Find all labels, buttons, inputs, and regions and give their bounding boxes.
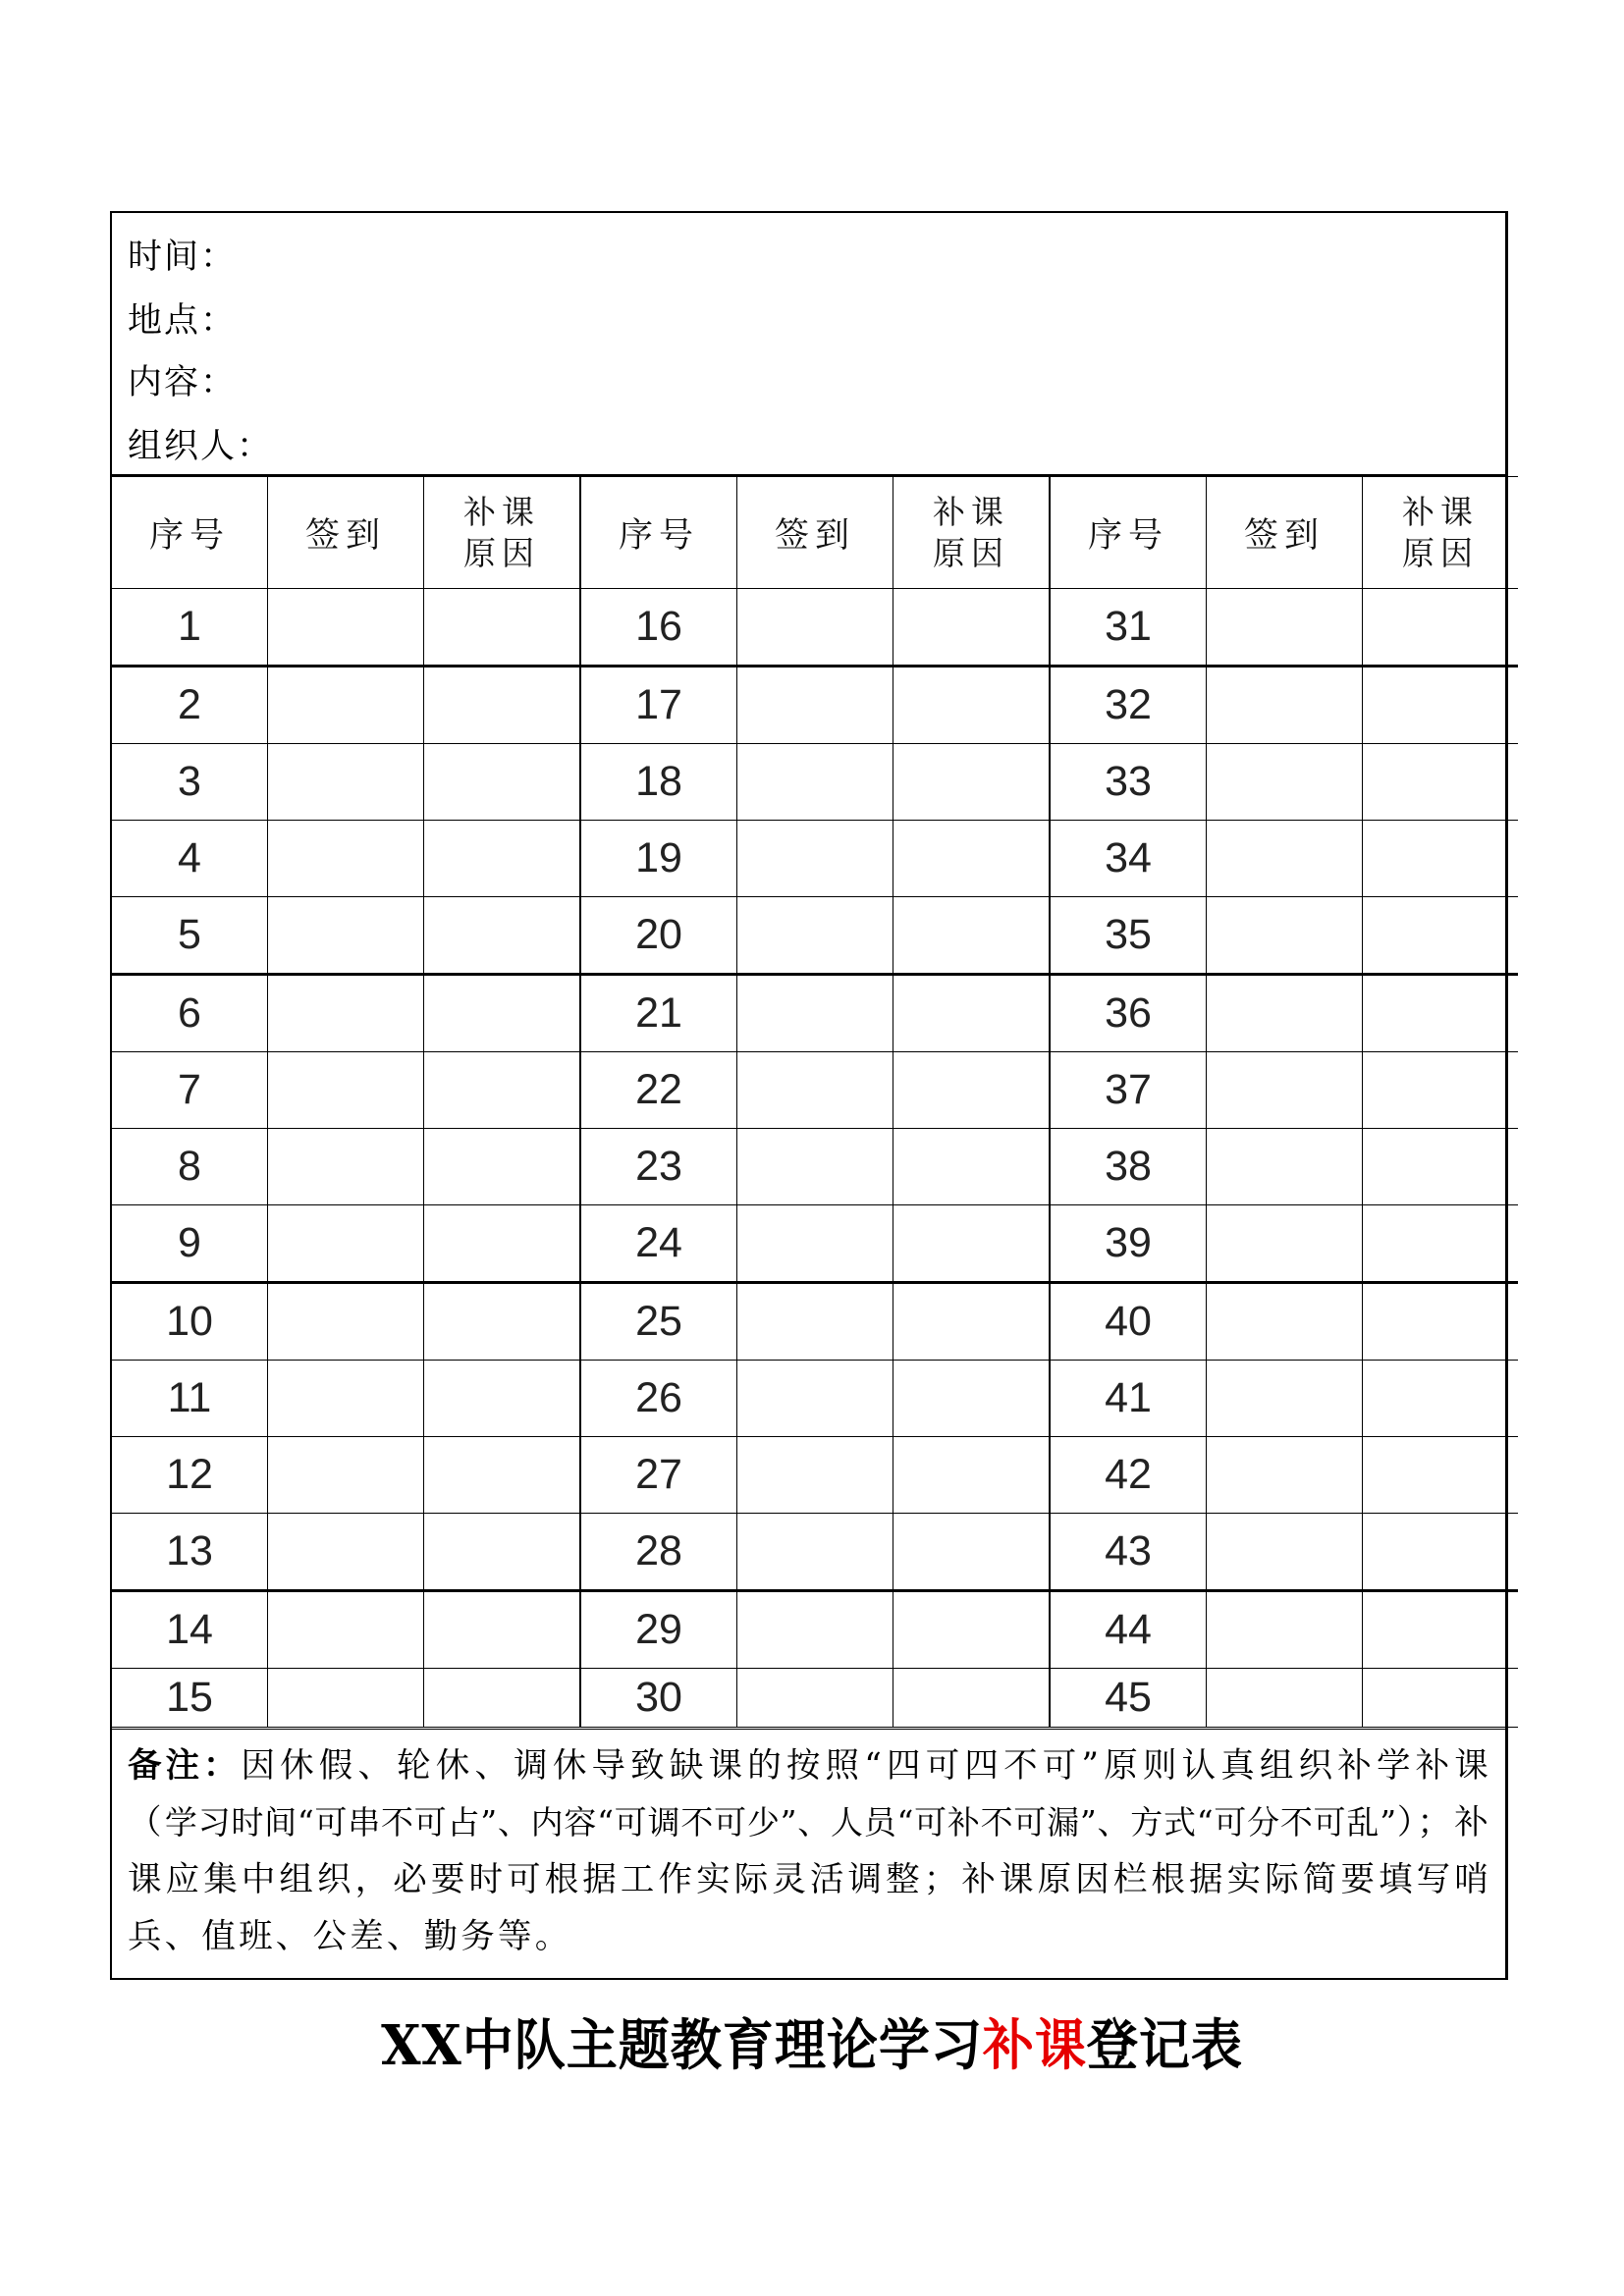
sign-cell[interactable] [268,589,424,667]
reason-cell[interactable] [1363,1052,1519,1129]
sign-cell[interactable] [268,1514,424,1591]
sign-cell[interactable] [1207,1591,1363,1669]
sign-cell[interactable] [737,1205,893,1283]
reason-cell[interactable] [1363,1205,1519,1283]
reason-cell[interactable] [893,975,1051,1052]
sign-cell[interactable] [268,1437,424,1514]
reason-cell[interactable] [1363,821,1519,897]
seq-cell: 3 [112,744,268,821]
reason-cell[interactable] [893,589,1051,667]
seq-cell: 24 [580,1205,737,1283]
sign-cell[interactable] [1207,1437,1363,1514]
seq-cell: 13 [112,1514,268,1591]
reason-cell[interactable] [424,667,581,744]
reason-cell[interactable] [424,1129,581,1205]
reason-cell[interactable] [893,1437,1051,1514]
header-sign: 签到 [737,477,893,589]
header-reason [893,477,1051,589]
sign-cell[interactable] [1207,667,1363,744]
sign-cell[interactable] [1207,1669,1363,1728]
header-reason-line2: 原因 [1402,533,1479,572]
seq-cell: 15 [112,1669,268,1728]
seq-cell: 17 [580,667,737,744]
notes-text-2: 学习时间“可串不可占”、内容“可调不可少”、人员“可补不可漏”、方式“可分不可乱” [164,1803,1397,1842]
sign-cell[interactable] [737,1591,893,1669]
sign-cell[interactable] [268,897,424,975]
reason-cell[interactable] [893,744,1051,821]
seq-cell: 37 [1050,1052,1207,1129]
reason-cell[interactable] [424,1669,581,1728]
sign-cell[interactable] [1207,821,1363,897]
notes-text-1: 因休假、轮休、调休导致缺课的按照“四可四不可”原则认真组织补学补课（ [128,1746,1492,1842]
place-label: 地点： [128,301,238,341]
reason-cell[interactable] [1363,1437,1519,1514]
reason-cell[interactable] [893,667,1051,744]
seq-cell: 8 [112,1129,268,1205]
place-field[interactable] [128,296,237,346]
reason-cell[interactable] [1363,1361,1519,1437]
reason-cell[interactable] [893,1591,1051,1669]
reason-cell[interactable] [424,821,581,897]
reason-cell[interactable] [893,1514,1051,1591]
reason-cell[interactable] [893,1052,1051,1129]
table-row [112,1205,1518,1283]
sign-cell[interactable] [268,1591,424,1669]
sign-cell[interactable] [268,744,424,821]
seq-cell: 4 [112,821,268,897]
reason-cell[interactable] [1363,975,1519,1052]
sign-cell[interactable] [737,897,893,975]
seq-cell: 40 [1050,1283,1207,1361]
reason-cell[interactable] [424,744,581,821]
reason-cell[interactable] [1363,1591,1519,1669]
table-row [112,821,1518,897]
reason-cell[interactable] [1363,1514,1519,1591]
table-row [112,1052,1518,1129]
seq-cell: 29 [580,1591,737,1669]
sign-cell[interactable] [737,1283,893,1361]
table-row [112,1669,1518,1728]
content-field[interactable] [128,358,237,407]
reason-cell[interactable] [1363,1129,1519,1205]
seq-cell: 31 [1050,589,1207,667]
title-suffix: 登记表 [1086,2013,1243,2078]
reason-cell[interactable] [893,1129,1051,1205]
seq-cell: 1 [112,589,268,667]
sign-cell[interactable] [1207,744,1363,821]
seq-cell: 21 [580,975,737,1052]
reason-cell[interactable] [424,1437,581,1514]
table-row [112,1514,1518,1591]
seq-cell: 36 [1050,975,1207,1052]
sign-cell[interactable] [268,1283,424,1361]
reason-cell[interactable] [893,1205,1051,1283]
seq-cell: 5 [112,897,268,975]
header-reason-line2: 原因 [463,533,540,572]
notes-section [112,1729,1505,1980]
reason-cell[interactable] [424,1052,581,1129]
notes-text-3: ）；补课应集中组织，必要时可根据工作实际灵活调整；补课原因栏根据实际简要填写哨兵、值班、公差、勤务等。 [128,1803,1491,1956]
reason-cell[interactable] [893,821,1051,897]
sign-cell[interactable] [737,975,893,1052]
time-label: 时间： [128,238,238,277]
table-row [112,1129,1518,1205]
sign-cell[interactable] [268,667,424,744]
header-seq: 序号 [1050,477,1207,589]
reason-cell[interactable] [1363,1669,1519,1728]
seq-cell: 45 [1050,1669,1207,1728]
sign-cell[interactable] [737,667,893,744]
reason-cell[interactable] [1363,897,1519,975]
seq-cell: 20 [580,897,737,975]
seq-cell: 7 [112,1052,268,1129]
sign-cell[interactable] [737,1052,893,1129]
sign-cell[interactable] [1207,1205,1363,1283]
reason-cell[interactable] [1363,1283,1519,1361]
header-seq: 序号 [580,477,737,589]
seq-cell: 41 [1050,1361,1207,1437]
seq-cell: 33 [1050,744,1207,821]
reason-cell[interactable] [1363,744,1519,821]
reason-cell[interactable] [424,975,581,1052]
reason-cell[interactable] [424,1514,581,1591]
header-reason-line1: 补课 [463,492,540,531]
session-info [112,213,1505,476]
sign-cell[interactable] [737,744,893,821]
reason-cell[interactable] [424,1205,581,1283]
seq-cell: 23 [580,1129,737,1205]
sign-cell[interactable] [1207,1514,1363,1591]
sign-cell[interactable] [268,1129,424,1205]
seq-cell: 35 [1050,897,1207,975]
registration-form [110,211,1508,1980]
reason-cell[interactable] [893,1361,1051,1437]
sign-cell[interactable] [1207,1283,1363,1361]
sign-cell[interactable] [268,1669,424,1728]
seq-cell: 44 [1050,1591,1207,1669]
seq-cell: 16 [580,589,737,667]
reason-cell[interactable] [893,1669,1051,1728]
header-seq: 序号 [112,477,268,589]
sign-cell[interactable] [737,1129,893,1205]
seq-cell: 6 [112,975,268,1052]
sign-cell[interactable] [1207,1361,1363,1437]
seq-cell: 19 [580,821,737,897]
organizer-field[interactable] [128,422,273,471]
title-prefix: XX中队主题教育理论学习 [381,2013,983,2078]
sign-cell[interactable] [737,1669,893,1728]
seq-cell: 14 [112,1591,268,1669]
sign-cell[interactable] [268,821,424,897]
reason-cell[interactable] [424,1283,581,1361]
header-sign: 签到 [268,477,424,589]
seq-cell: 34 [1050,821,1207,897]
table-row [112,975,1518,1052]
seq-cell: 25 [580,1283,737,1361]
reason-cell[interactable] [1363,667,1519,744]
sign-cell[interactable] [268,975,424,1052]
header-row [112,477,1518,589]
table-row [112,1437,1518,1514]
seq-cell: 10 [112,1283,268,1361]
header-reason-line2: 原因 [933,533,1009,572]
seq-cell: 12 [112,1437,268,1514]
organizer-label: 组织人： [128,427,274,466]
time-field[interactable] [128,233,237,282]
content-label: 内容： [128,363,238,402]
seq-cell: 22 [580,1052,737,1129]
sign-cell[interactable] [737,589,893,667]
seq-cell: 32 [1050,667,1207,744]
reason-cell[interactable] [424,1591,581,1669]
seq-cell: 38 [1050,1129,1207,1205]
header-reason-line1: 补课 [1402,492,1479,531]
seq-cell: 43 [1050,1514,1207,1591]
sign-cell[interactable] [268,1361,424,1437]
header-reason [424,477,581,589]
table-row [112,744,1518,821]
reason-cell[interactable] [424,1361,581,1437]
reason-cell[interactable] [424,897,581,975]
table-row [112,667,1518,744]
sign-cell[interactable] [1207,897,1363,975]
table-row [112,1283,1518,1361]
sign-cell[interactable] [1207,1129,1363,1205]
header-reason [1363,477,1519,589]
seq-cell: 42 [1050,1437,1207,1514]
table-row [112,589,1518,667]
reason-cell[interactable] [893,897,1051,975]
sign-cell[interactable] [737,1361,893,1437]
seq-cell: 30 [580,1669,737,1728]
header-reason-line1: 补课 [933,492,1009,531]
seq-cell: 11 [112,1361,268,1437]
seq-cell: 39 [1050,1205,1207,1283]
sign-cell[interactable] [1207,975,1363,1052]
sign-cell[interactable] [1207,1052,1363,1129]
sign-cell[interactable] [1207,589,1363,667]
sign-cell[interactable] [737,1514,893,1591]
header-sign: 签到 [1207,477,1363,589]
seq-cell: 27 [580,1437,737,1514]
notes-label: 备注： [128,1746,242,1786]
table-row [112,897,1518,975]
seq-cell: 28 [580,1514,737,1591]
reason-cell[interactable] [424,589,581,667]
sign-cell[interactable] [737,1437,893,1514]
seq-cell: 26 [580,1361,737,1437]
attendance-table [112,476,1518,1728]
seq-cell: 9 [112,1205,268,1283]
seq-cell: 2 [112,667,268,744]
table-row [112,1361,1518,1437]
title-highlight: 补课 [982,2013,1087,2078]
reason-cell[interactable] [893,1283,1051,1361]
table-row [112,1591,1518,1669]
page-title [57,2002,1567,2081]
sign-cell[interactable] [268,1052,424,1129]
sign-cell[interactable] [737,821,893,897]
seq-cell: 18 [580,744,737,821]
sign-cell[interactable] [268,1205,424,1283]
reason-cell[interactable] [1363,589,1519,667]
